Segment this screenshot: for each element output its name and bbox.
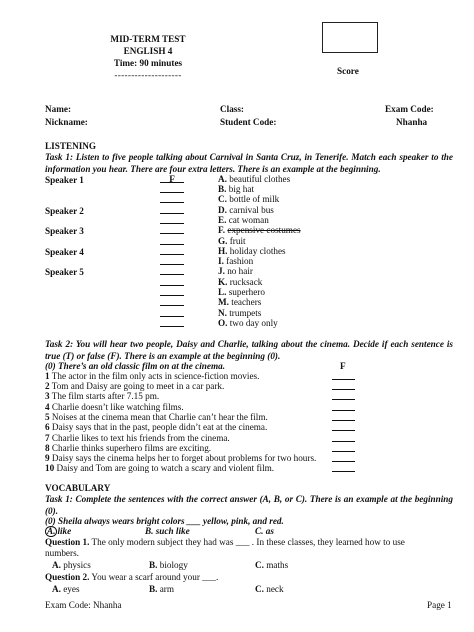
statement: 7 Charlie likes to text his friends from the cinema. [45, 433, 230, 443]
q2-option-c[interactable]: C. neck [255, 584, 284, 594]
option-item: D. carnival bus [218, 205, 274, 215]
answer-blank[interactable] [160, 318, 184, 327]
tf-answer-blank[interactable] [332, 371, 355, 380]
q2-option-b[interactable]: B. arm [149, 584, 175, 594]
score-box[interactable] [322, 22, 378, 53]
q1-option-b[interactable]: B. biology [149, 560, 188, 570]
test-time: Time: 90 minutes [113, 58, 183, 68]
listening-task2-instructions: Task 2: You will hear two people, Daisy and Charlie, talking about the cinema. Decide if each sentence is true (T) or false (F). There is an example at the beginning (0). [45, 339, 453, 361]
statement: 6 Daisy says that in the past, people didn’t eat at the cinema. [45, 422, 268, 432]
option-item: C. bottle of milk [218, 194, 280, 204]
statement: 2 Tom and Daisy are going to meet in a car park. [45, 381, 225, 391]
name-label: Name: [45, 104, 72, 114]
q1-option-a[interactable]: A. physics [52, 560, 91, 570]
example-option-a: A. like [47, 526, 72, 536]
task2-example: (0) There’s an old classic film on at the cinema. [45, 361, 225, 371]
answer-blank[interactable] [160, 297, 184, 306]
answer-blank[interactable] [160, 277, 184, 286]
vocabulary-task1-instructions: Task 1: Complete the sentences with the correct answer (A, B, or C). There is an example at the beginning (0). [45, 494, 453, 516]
answer-blank[interactable] [160, 215, 184, 224]
question-2: Question 2. You wear a scarf around your ___. [45, 572, 219, 582]
statement: 5 Noises at the cinema mean that Charlie can’t hear the film. [45, 412, 268, 422]
q1-option-c[interactable]: C. maths [255, 560, 289, 570]
question-1: Question 1. The only modern subject they had was ___ . In these classes, they learned how to use [45, 537, 405, 547]
option-item: J. no hair [218, 266, 253, 276]
speaker-label: Speaker 4 [45, 247, 84, 257]
option-item: A. beautiful clothes [218, 174, 291, 184]
example-option-b: B. such like [145, 526, 190, 536]
statement: 10 Daisy and Tom are going to watch a scary and violent film. [45, 463, 275, 473]
footer-exam-code: Exam Code: Nhanha [45, 600, 122, 610]
option-item: B. big hat [218, 184, 254, 194]
class-label: Class: [220, 104, 244, 114]
q2-option-a[interactable]: A. eyes [52, 584, 80, 594]
header-divider: -------------------- [114, 70, 182, 80]
statement: 1 The actor in the film only acts in science-fiction movies. [45, 371, 260, 381]
speaker-label: Speaker 3 [45, 226, 84, 236]
option-item: O. two day only [218, 318, 278, 328]
listening-heading: LISTENING [45, 141, 97, 151]
exam-code-value: Nhanha [396, 117, 428, 127]
tf-answer-blank[interactable] [332, 453, 355, 462]
answer-blank[interactable] [160, 236, 184, 245]
test-header [100, 33, 196, 81]
tf-answer-blank[interactable] [332, 422, 355, 431]
answer-blank[interactable] [160, 184, 184, 193]
question-1-continued: numbers. [45, 548, 79, 558]
tf-answer-blank[interactable] [332, 433, 355, 442]
example-option-c: C. as [255, 526, 274, 536]
option-item: K. rucksack [218, 277, 263, 287]
speaker-label: Speaker 2 [45, 206, 84, 216]
vocabulary-example: (0) Sheila always wears bright colors ___ yellow, pink, and red. [45, 516, 284, 526]
option-item: M. teachers [218, 297, 262, 307]
student-code-label: Student Code: [220, 117, 277, 127]
answer-blank[interactable] [160, 194, 184, 203]
answer-blank[interactable] [160, 246, 184, 255]
speaker-label: Speaker 1 [45, 175, 84, 185]
option-item: H. holiday clothes [218, 246, 286, 256]
answer-blank[interactable] [160, 225, 184, 234]
statement: 8 Charlie thinks superhero films are exciting. [45, 443, 212, 453]
tf-answer-blank[interactable] [332, 463, 355, 472]
statement: 4 Charlie doesn’t like watching films. [45, 402, 184, 412]
option-item: G. fruit [218, 236, 246, 246]
answer-blank[interactable] [160, 308, 184, 317]
speaker-label: Speaker 5 [45, 267, 84, 277]
test-title: MID-TERM TEST [110, 34, 186, 44]
vocabulary-heading: VOCABULARY [45, 483, 111, 493]
nickname-label: Nickname: [45, 117, 88, 127]
tf-answer-blank[interactable] [332, 412, 355, 421]
tf-answer-blank[interactable] [332, 443, 355, 452]
option-item: F. expensive costumes [218, 225, 301, 235]
option-item: L. superhero [218, 287, 265, 297]
option-item: E. cat woman [218, 215, 269, 225]
tf-answer-blank[interactable] [332, 381, 355, 390]
answer-blank[interactable] [160, 205, 184, 214]
answer-blank[interactable] [160, 287, 184, 296]
listening-task1-instructions: Task 1: Listen to five people talking about Carnival in Santa Cruz, in Tenerife. Match each speaker to the information you hear. There are four extra letters. There is an example at the beginning. [45, 152, 453, 174]
exam-code-label: Exam Code: [385, 104, 434, 114]
statement: 9 Daisy says the cinema helps her to forget about problems for two hours. [45, 453, 317, 463]
answer-blank[interactable] [160, 266, 184, 275]
answer-blank[interactable] [160, 256, 184, 265]
score-label: Score [337, 66, 359, 76]
task2-example-answer: F [340, 361, 346, 371]
test-subject: ENGLISH 4 [123, 46, 173, 56]
tf-answer-blank[interactable] [332, 391, 355, 400]
option-item: N. trumpets [218, 308, 262, 318]
option-item: I. fashion [218, 256, 254, 266]
statement: 3 The film starts after 7.15 pm. [45, 391, 160, 401]
tf-answer-blank[interactable] [332, 402, 355, 411]
footer-page-number: Page 1 [427, 600, 452, 610]
example-answer: F [160, 174, 184, 183]
